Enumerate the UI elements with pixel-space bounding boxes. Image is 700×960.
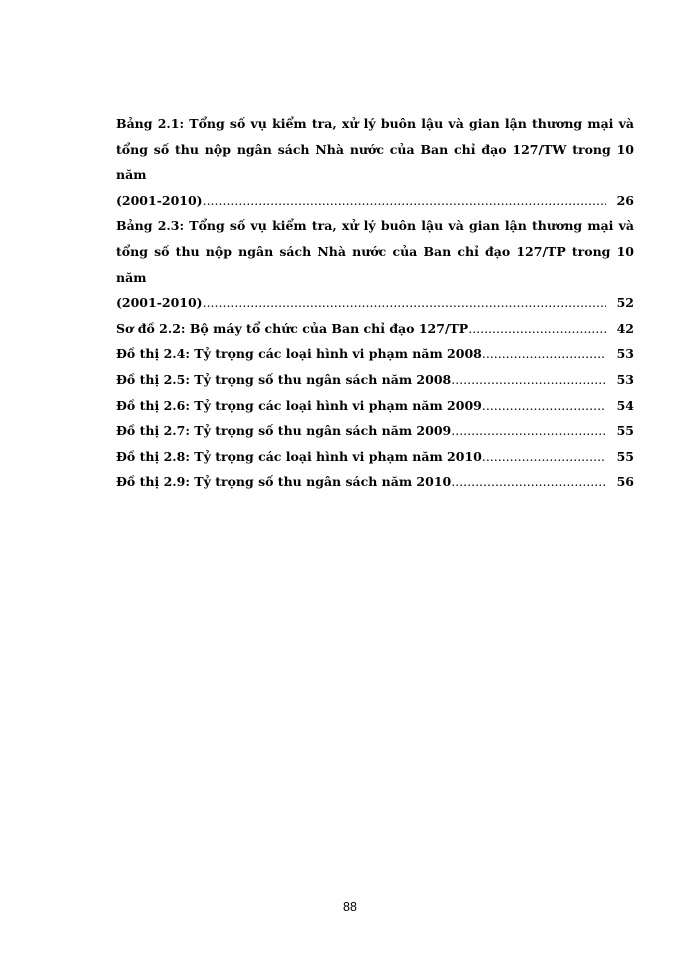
toc-entry-text-line: tổng số thu nộp ngân sách Nhà nước của Ban chỉ đạo 127/TW trong 10 năm [116,141,634,183]
toc-page-number: 54 [616,397,634,413]
toc-page-number: 53 [616,346,634,362]
toc-entry-title: Đồ thị 2.4: Tỷ trọng các loại hình vi phạm năm 2008 [116,346,482,362]
dot-leader [451,469,606,495]
toc-entry-do-thi-2-9 [116,469,634,495]
toc-entry-text-line: Bảng 2.3: Tổng số vụ kiểm tra, xử lý buôn lậu và gian lận thương mại và [116,218,634,234]
toc-page-number: 42 [616,320,634,336]
toc-page-number: 52 [616,295,634,311]
page-number: 88 [343,900,357,914]
list-of-figures [116,111,634,495]
toc-entry-title: Đồ thị 2.5: Tỷ trọng số thu ngân sách năm 2008 [116,371,452,387]
toc-entry-title: Đồ thị 2.9: Tỷ trọng số thu ngân sách năm 2010 [116,474,452,490]
toc-entry-text-line: tổng số thu nộp ngân sách Nhà nước của Ban chỉ đạo 127/TP trong 10 năm [116,243,634,285]
toc-entry-title: Sơ đồ 2.2: Bộ máy tổ chức của Ban chỉ đạo 127/TP [116,320,469,336]
toc-entry-do-thi-2-5 [116,367,634,393]
toc-entry-text-line: Bảng 2.1: Tổng số vụ kiểm tra, xử lý buôn lậu và gian lận thương mại và [116,116,634,131]
dot-leader [451,418,606,444]
toc-entry-do-thi-2-4 [116,341,634,367]
toc-entry-do-thi-2-8 [116,444,634,470]
toc-entry-text-line: (2001-2010) [116,192,203,208]
toc-entry-text-line: (2001-2010) [116,295,203,311]
toc-page-number: 55 [616,423,634,439]
toc-entry-title: Đồ thị 2.6: Tỷ trọng các loại hình vi phạm năm 2009 [116,397,482,413]
toc-entry-bang-2-1 [116,111,634,213]
toc-entry-title: Đồ thị 2.8: Tỷ trọng các loại hình vi phạm năm 2010 [116,448,482,464]
toc-page-number: 55 [616,448,634,464]
dot-leader [451,367,606,393]
dot-leader [482,341,606,367]
toc-page-number: 26 [616,192,634,208]
toc-page-number: 56 [616,474,634,490]
dot-leader [482,444,606,470]
dot-leader [482,393,606,419]
toc-entry-do-thi-2-6 [116,393,634,419]
toc-entry-so-do-2-2 [116,316,634,342]
dot-leader [203,188,606,214]
toc-page-number: 53 [616,371,634,387]
dot-leader [468,316,606,342]
dot-leader [203,290,606,316]
toc-entry-title: Đồ thị 2.7: Tỷ trọng số thu ngân sách năm 2009 [116,423,452,439]
toc-entry-bang-2-3 [116,213,634,315]
toc-entry-do-thi-2-7 [116,418,634,444]
